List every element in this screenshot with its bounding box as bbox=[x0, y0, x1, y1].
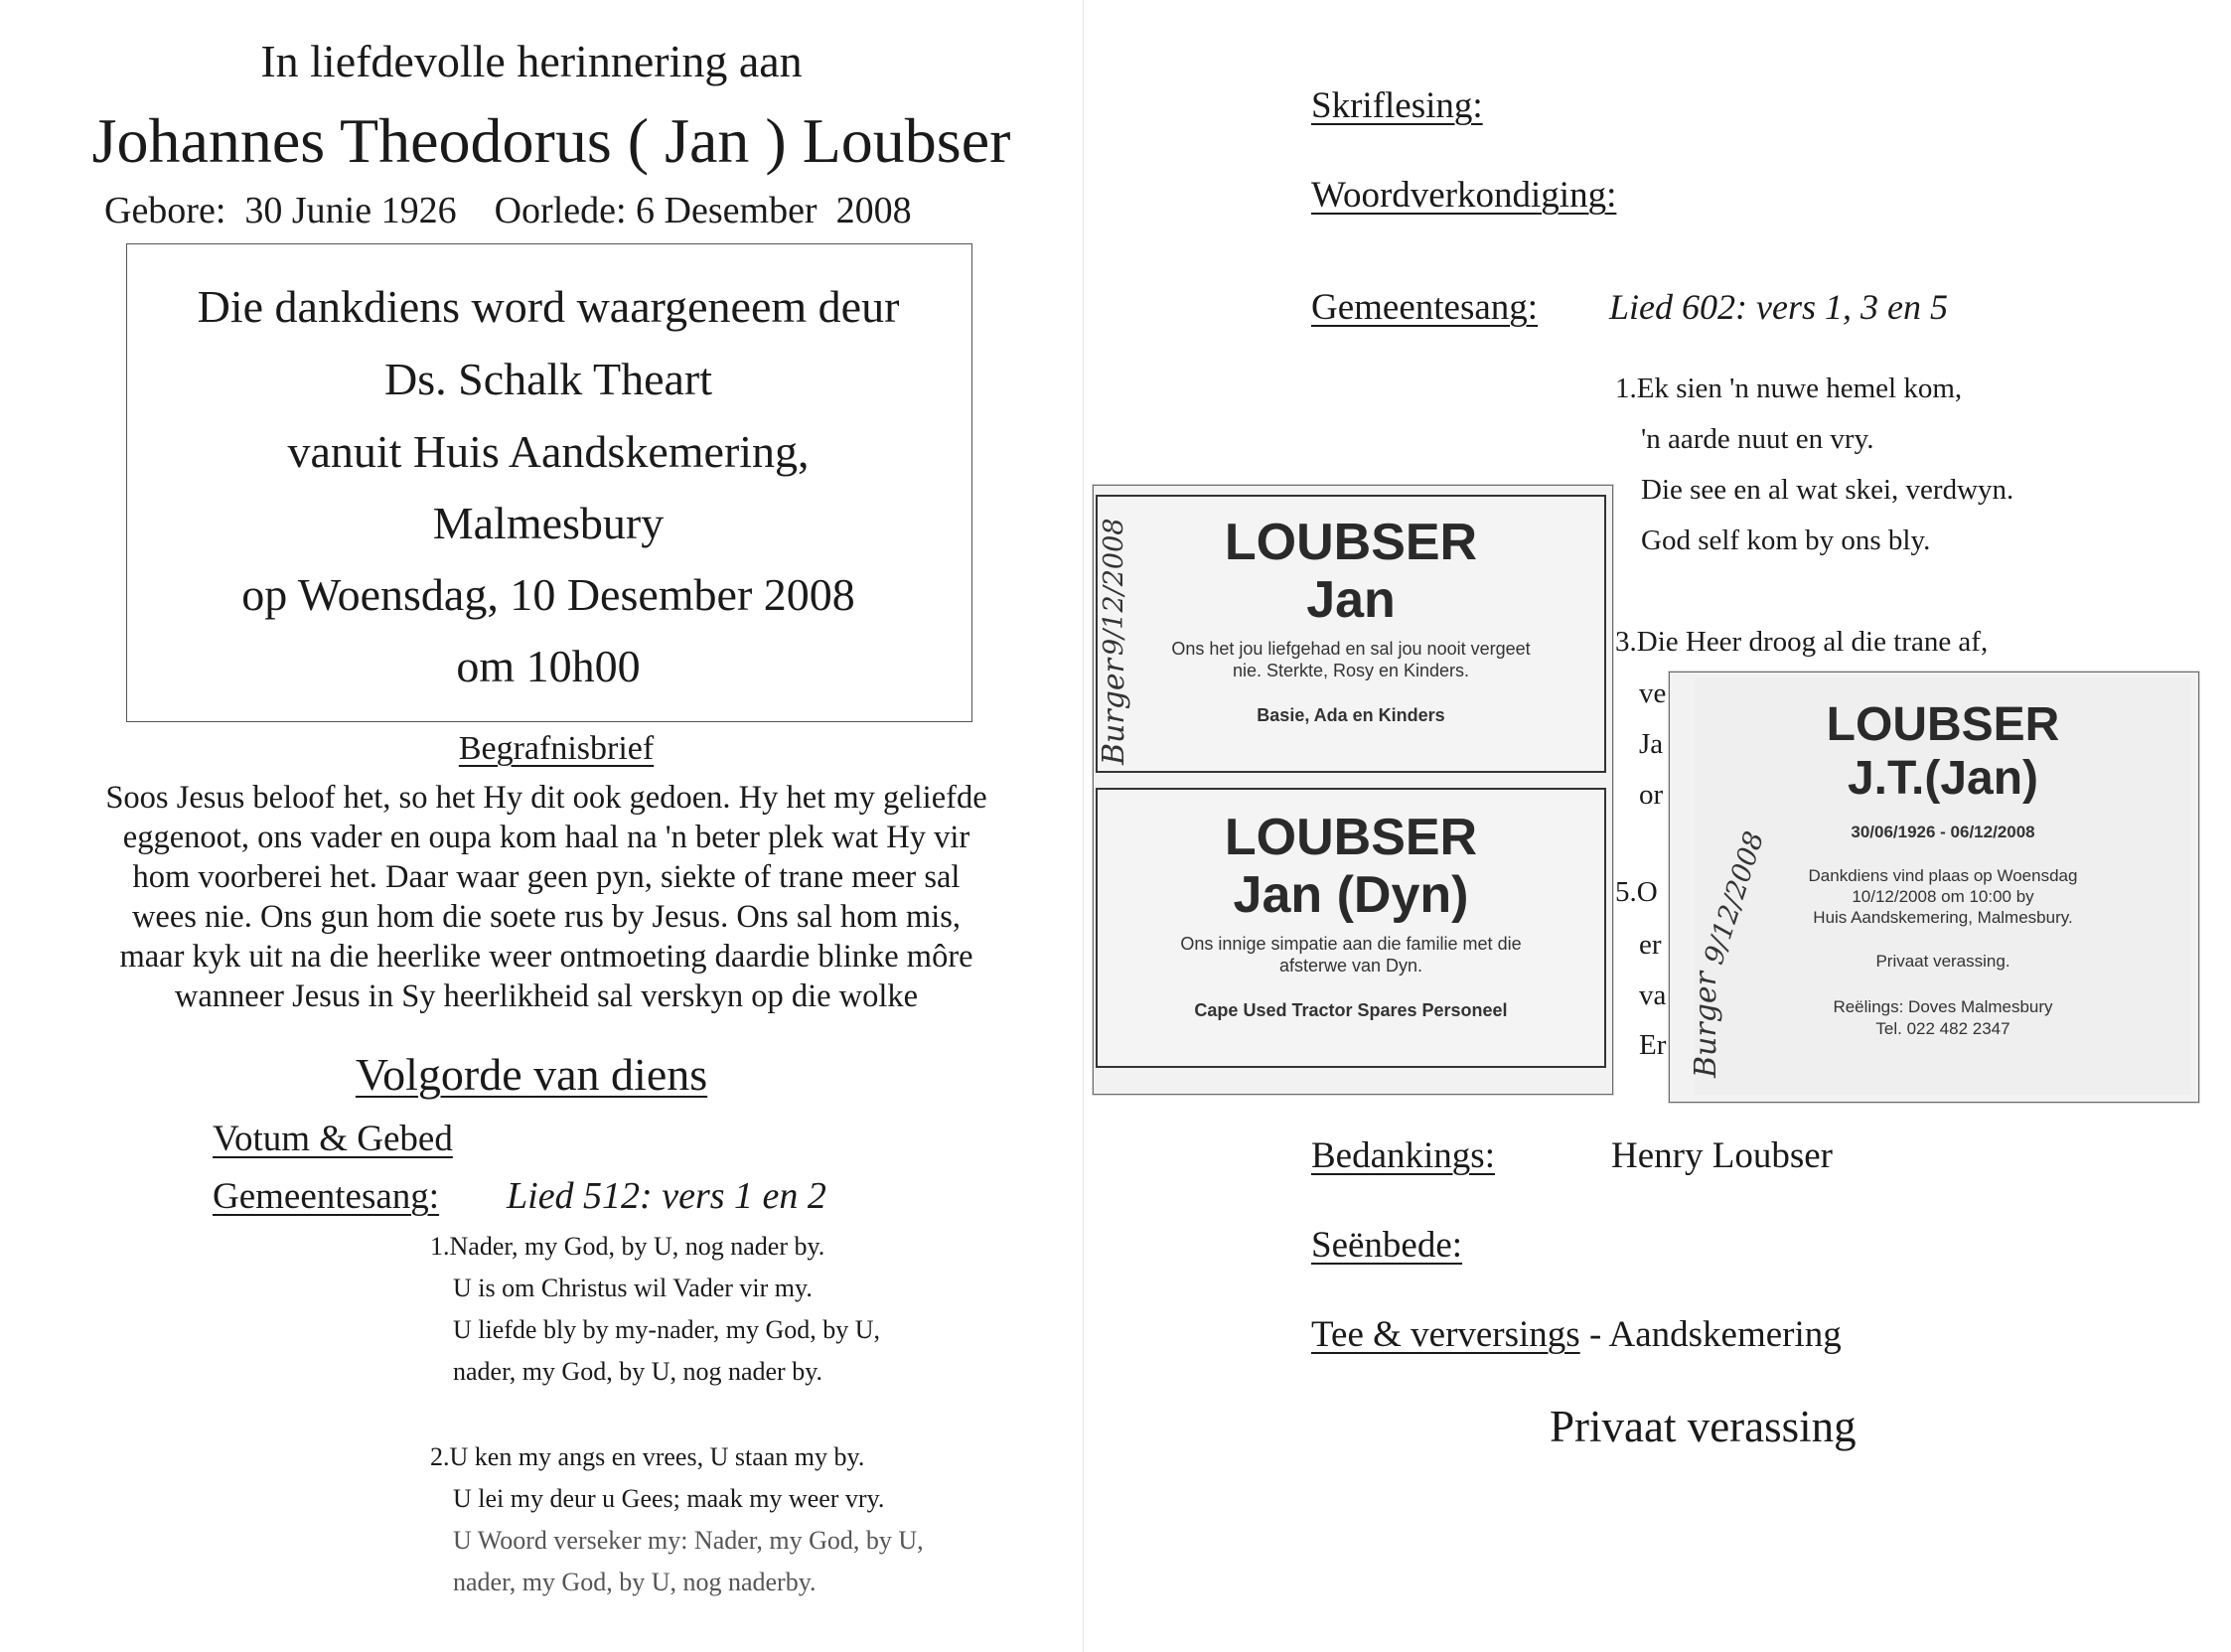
funeral-notice-content bbox=[1695, 677, 2191, 1095]
hymn-verse-line: nader, my God, by U, nog nader by. bbox=[453, 1357, 823, 1386]
notice-first-name: Jan bbox=[1306, 571, 1396, 629]
hymn-verse-line: U lei my deur u Gees; maak my weer vry. bbox=[453, 1484, 885, 1513]
notice-surname: LOUBSER bbox=[1826, 698, 2060, 751]
hymn-fragment: 5.O bbox=[1615, 876, 1658, 908]
benediction-label: Seënbede: bbox=[1311, 1225, 1463, 1266]
handwritten-date: 9/12/2008 bbox=[1099, 518, 1129, 656]
notice-message-line: Ons innige simpatie aan die familie met die bbox=[1180, 934, 1522, 954]
service-line: op Woensdag, 10 Desember 2008 bbox=[241, 569, 855, 620]
burial-letter-line: wanneer Jesus in Sy heerlikheid sal verskyn op die wolke bbox=[174, 978, 919, 1014]
burial-letter-line: hom voorberei het. Daar waar geen pyn, siekte of trane meer sal bbox=[132, 859, 961, 895]
hymn-verse-line: nader, my God, by U, nog naderby. bbox=[453, 1568, 817, 1596]
notice-first-name: Jan (Dyn) bbox=[1233, 866, 1469, 924]
thanks-person: Henry Loubser bbox=[1611, 1135, 1833, 1176]
handwritten-source: Burger bbox=[1689, 971, 1723, 1078]
votum-item: Votum & Gebed bbox=[213, 1119, 453, 1159]
hymn-verse-line: U Woord verseker my: Nader, my God, by U, bbox=[453, 1526, 924, 1555]
hymn-fragment: Ja bbox=[1639, 728, 1664, 760]
page-fold bbox=[1083, 0, 1084, 1652]
congregational-song-label: Gemeentesang: bbox=[1311, 287, 1539, 328]
burial-letter-line: eggenoot, ons vader en oupa kom haal na 'n beter plek wat Hy vir bbox=[122, 820, 970, 855]
notice-arrangements: Reëlings: Doves Malmesbury bbox=[1833, 997, 2053, 1016]
condolence-notice-clipping bbox=[1096, 788, 1606, 1068]
service-line: Malmesbury bbox=[432, 498, 665, 548]
birth-death-dates: Gebore: 30 Junie 1926 Oorlede: 6 Desember 2008 bbox=[104, 190, 912, 231]
notice-surname: LOUBSER bbox=[1224, 809, 1478, 866]
refreshments-line bbox=[1311, 1313, 1842, 1356]
notice-message-line: afsterwe van Dyn. bbox=[1278, 956, 1423, 976]
notice-first-name: J.T.(Jan) bbox=[1847, 752, 2039, 805]
notice-message-line: Ons het jou liefgehad en sal jou nooit vergeet bbox=[1171, 639, 1531, 659]
notice-private: Privaat verassing. bbox=[1875, 952, 2010, 971]
order-of-service-title: Volgorde van diens bbox=[355, 1049, 708, 1100]
scripture-reading-label: Skriflesing: bbox=[1311, 85, 1483, 126]
notice-surname: LOUBSER bbox=[1224, 514, 1478, 571]
service-line: om 10h00 bbox=[456, 641, 641, 691]
refreshments-location: - Aandskemering bbox=[1579, 1314, 1842, 1355]
notice-message-line: 10/12/2008 om 10:00 by bbox=[1852, 887, 2034, 906]
notice-message-line: Huis Aandskemering, Malmesbury. bbox=[1813, 908, 2073, 927]
hymn-verse-line: 3.Die Heer droog al die trane af, bbox=[1615, 626, 1989, 658]
private-cremation-note: Privaat verassing bbox=[1550, 1402, 1857, 1451]
burial-letter-line: maar kyk uit na die heerlike weer ontmoeting daardie blinke môre bbox=[119, 939, 973, 975]
deceased-name: Johannes Theodorus ( Jan ) Loubser bbox=[91, 105, 1011, 176]
hymn-reference: Lied 512: vers 1 en 2 bbox=[507, 1175, 826, 1217]
hymn-verse-line: 2.U ken my angs en vrees, U staan my by. bbox=[430, 1442, 865, 1471]
hymn-verse-line: Die see en al wat skei, verdwyn. bbox=[1641, 474, 2014, 506]
hymn-verse-line: 1.Nader, my God, by U, nog nader by. bbox=[430, 1232, 825, 1261]
hymn-reference: Lied 602: vers 1, 3 en 5 bbox=[1609, 287, 1948, 327]
sermon-label: Woordverkondiging: bbox=[1311, 175, 1617, 216]
service-line: Die dankdiens word waargeneem deur bbox=[197, 281, 900, 332]
notice-dates: 30/06/1926 - 06/12/2008 bbox=[1851, 823, 2035, 841]
burial-letter-title: Begrafnisbrief bbox=[458, 730, 655, 767]
hymn-verse-line: U liefde bly by my-nader, my God, by U, bbox=[453, 1315, 881, 1344]
hymn-fragment: or bbox=[1639, 779, 1664, 811]
congregational-song-label: Gemeentesang: bbox=[213, 1176, 440, 1217]
notice-message-line: nie. Sterkte, Rosy en Kinders. bbox=[1232, 661, 1470, 680]
hymn-verse-line: God self kom by ons bly. bbox=[1641, 525, 1931, 556]
memorial-intro: In liefdevolle herinnering aan bbox=[260, 36, 803, 86]
hymn-fragment: Er bbox=[1639, 1029, 1667, 1061]
handwritten-source: Burger bbox=[1097, 658, 1131, 765]
thanks-label: Bedankings: bbox=[1311, 1135, 1495, 1176]
hymn-verse-line: 1.Ek sien 'n nuwe hemel kom, bbox=[1615, 373, 1963, 404]
notice-message-line: Dankdiens vind plaas op Woensdag bbox=[1808, 866, 2078, 885]
refreshments-label: Tee & verversings bbox=[1311, 1314, 1580, 1355]
hymn-fragment: ve bbox=[1639, 677, 1667, 709]
notice-from: Cape Used Tractor Spares Personeel bbox=[1194, 1000, 1508, 1020]
service-line: Ds. Schalk Theart bbox=[383, 354, 713, 404]
notice-phone: Tel. 022 482 2347 bbox=[1875, 1019, 2010, 1038]
death-notice-clipping bbox=[1096, 495, 1606, 773]
hymn-fragment: er bbox=[1639, 929, 1662, 961]
notice-from: Basie, Ada en Kinders bbox=[1257, 705, 1445, 725]
hymn-verse-line: U is om Christus wil Vader vir my. bbox=[453, 1274, 813, 1302]
burial-letter-line: Soos Jesus beloof het, so het Hy dit ook gedoen. Hy het my geliefde bbox=[105, 780, 987, 816]
hymn-verse-line: 'n aarde nuut en vry. bbox=[1641, 423, 1874, 455]
service-line: vanuit Huis Aandskemering, bbox=[287, 426, 810, 477]
handwritten-date: 9/12/2008 bbox=[1699, 827, 1771, 969]
burial-letter-line: wees nie. Ons gun hom die soete rus by Jesus. Ons sal hom mis, bbox=[131, 899, 962, 935]
hymn-fragment: va bbox=[1639, 979, 1667, 1011]
